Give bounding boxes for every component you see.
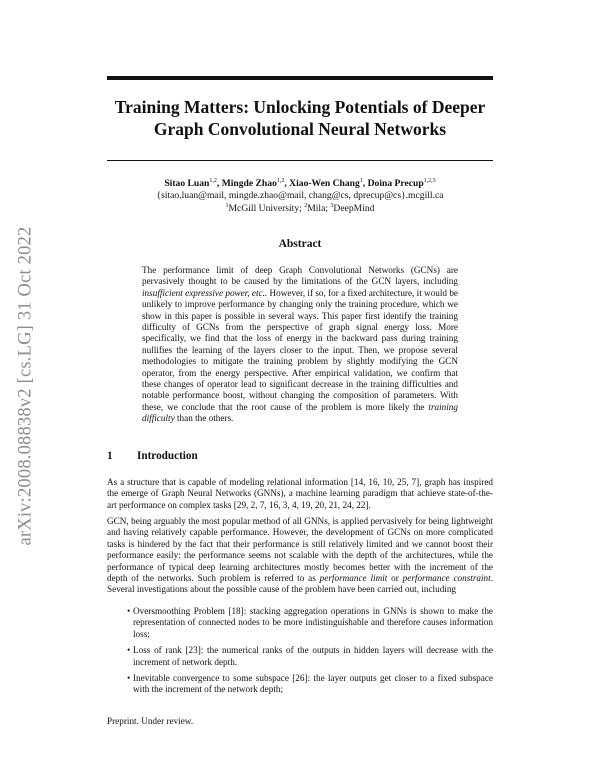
list-item-text: Oversmoothing Problem [18]: stacking aggregation operations in GNNs is shown to make the representation of connected nodes to be more indistinguishable and therefore causes information loss; [133,606,493,639]
intro-p2-text-1: GCN, being arguably the most popular method of all GNNs, is applied pervasively for being lightweight and having relatively capable performance. However, the development of GCNs on more complicated tasks is hindered by the fact that their performance is still relatively limited and we cannot boost their performance easily: the performance seems not scalable with the depth of the architectures, while the performance of typical deep learning architectures mostly becomes better with the increment of the depth of the networks. Such problem is referred to as [107,516,493,584]
author-sup: 1,2 [276,178,285,184]
list-item-text: Loss of rank [23]: the numerical ranks of the outputs in hidden layers will decrease with the increment of network depth. [133,645,493,667]
intro-paragraph-2 [107,516,493,596]
intro-p2-text-3: . Several investigations about the possible cause of the problem have been carried out, including [107,573,494,595]
affiliation-name: Mila; [307,203,329,214]
affiliation-sup: 2 [304,203,308,209]
abstract-body [142,265,458,425]
section-title: Introduction [137,450,198,462]
abstract-text-1: The performance limit of deep Graph Convolutional Networks (GCNs) are pervasively thought to be caused by the limitations of the GCN layers, including [142,265,458,287]
affiliation-sup: 3 [330,203,334,209]
abstract-heading: Abstract [278,238,322,250]
author-sup: 1,2 [209,178,217,184]
bullet-icon: • [127,645,131,656]
section-heading-introduction [107,450,198,462]
author-name: Sitao Luan [164,178,210,189]
title-top-rule [107,76,493,80]
footer-note: Preprint. Under review. [107,716,194,726]
affiliation-name: DeepMind [333,203,375,214]
title-line-1: Training Matters: Unlocking Potentials of Deeper [114,97,486,117]
section-number: 1 [107,450,113,462]
author-name: Xiao-Wen Chang [289,178,360,189]
affiliation-name: McGill University; [228,203,302,214]
author-emails: {sitao.luan@mail, mingde.zhao@mail, chang@cs, dprecup@cs}.mcgill.ca [156,189,444,201]
arxiv-stamp-text: arXiv:2008.08838v2 [cs.LG] 31 Oct 2022 [15,226,36,546]
author-affiliations [100,201,500,215]
abstract-text-3: than the others. [174,413,234,424]
author-sup: 1,2,3 [423,178,436,184]
author-name: Mingde Zhao [221,178,277,189]
title-bottom-rule [107,160,493,161]
list-item-text: Inevitable convergence to some subspace [26]: the layer outputs get closer to a fixed subspace with the increment of the network depth; [133,673,493,695]
paper-title [100,96,500,140]
intro-p2-italic-2: performance constraint [402,573,491,584]
arxiv-stamp [12,200,40,572]
intro-p2-italic-1: performance limit [319,573,388,584]
bullet-icon: • [127,606,131,616]
intro-paragraph-1: As a structure that is capable of modeling relational information [14, 16, 10, 25, 7], graph has inspired the emerge of Graph Neural Networks (GNNs), a machine learning paradigm that achieve state-of-the-art performance on complex tasks [29, 2, 7, 16, 3, 4, 19, 20, 21, 24, 22]. [107,477,493,510]
author-name: Doina Precup [367,178,424,189]
author-sup: 1 [359,178,363,184]
list-item [107,645,493,668]
bullet-icon: • [127,673,131,684]
intro-p2-text-2: or [387,573,403,584]
abstract-italic-2: training difficulty [142,401,458,424]
author-names: Sitao Luan$^{1,2}$, Mingde Zhao$^{1,2}$, Xiao-Wen Chang$^1$, Doina Precup$^{1,2,3}$ [164,178,436,189]
affiliation-sup: 1 [225,203,229,209]
cause-list [107,606,493,701]
title-line-2: Graph Convolutional Neural Networks [153,119,447,139]
abstract-italic-1: insufficient expressive power, etc.. [142,287,268,298]
list-item [107,673,493,696]
abstract-text-2: However, if so, for a fixed architecture, it would be unlikely to improve performance by changing only the training procedure, which we show in this paper is possible in several ways. This paper first identify the training difficulty of GCNs from the perspective of graph signal energy loss. More specifically, we find that the loss of energy in the backward pass during training nullifies the learning of the layers closer to the input. Then, we propose several methodologies to mitigate the training problem by slightly modifying the GCN operator, from the energy perspective. After empirical validation, we confirm that these changes of operator lead to significant decrease in the training difficulties and notable performance boost, without changing the composition of parameters. With these, we conclude that the root cause of the problem is more likely the [142,287,459,412]
author-block [100,176,500,215]
list-item [107,606,493,640]
